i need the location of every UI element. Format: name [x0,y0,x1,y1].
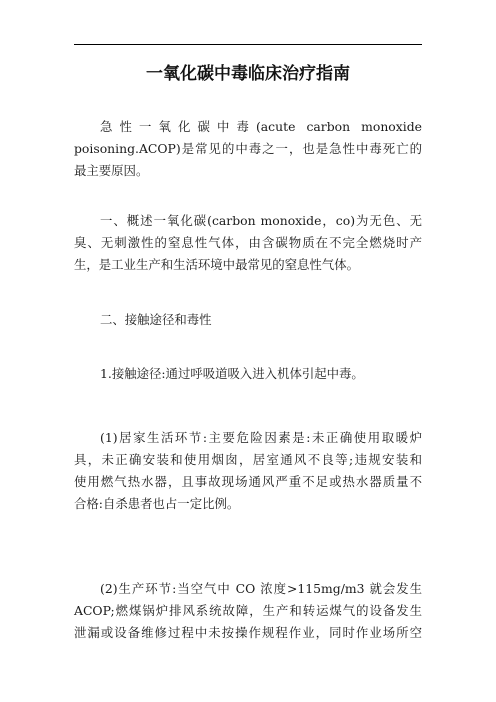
text-line: 二、接触途径和毒性 [100,312,212,327]
text-line: 最主要原因。 [74,163,149,178]
text-line: 急性一氧化碳中毒(acute carbon monoxide [100,119,422,134]
header-rule [74,44,422,45]
text-line: 使用燃气热水器，且事故现场通风严重不足或热水器质量不 [74,474,422,489]
paragraph-overview [74,210,422,276]
text-line: 臭、无刺激性的窒息性气体，由含碳物质在不完全燃烧时产 [74,235,422,250]
paragraph-production [74,578,422,644]
text-line: 合格:自杀患者也占一定比例。 [74,496,240,511]
text-line: 1.接触途径:通过呼吸道吸入进入机体引起中毒。 [100,366,364,381]
paragraph-intro [74,116,422,182]
document-title: 一氧化碳中毒临床治疗指南 [146,64,350,84]
text-line: 泄漏或设备维修过程中未按操作规程作业，同时作业场所空 [74,625,422,640]
paragraph-exposure-route [74,363,422,385]
text-line: ACOP;燃煤锅炉排风系统故障，生产和转运煤气的设备发生 [74,603,422,618]
paragraph-household [74,427,422,515]
text-line: 具，未正确安装和使用烟囱，居室通风不良等;违规安装和 [74,452,422,467]
text-line: 一、概述一氧化碳(carbon monoxide，co)为无色、无 [100,213,422,228]
text-line: (1)居家生活环节:主要危险因素是:未正确使用取暖炉 [100,430,422,445]
text-line: poisoning.ACOP)是常见的中毒之一，也是急性中毒死亡的 [74,141,422,156]
text-line: 生，是工业生产和生活环境中最常见的窒息性气体。 [74,257,359,272]
text-line: (2)生产环节:当空气中 CO 浓度>115mg/m3 就会发生 [100,581,422,596]
section-heading-exposure [74,309,422,331]
